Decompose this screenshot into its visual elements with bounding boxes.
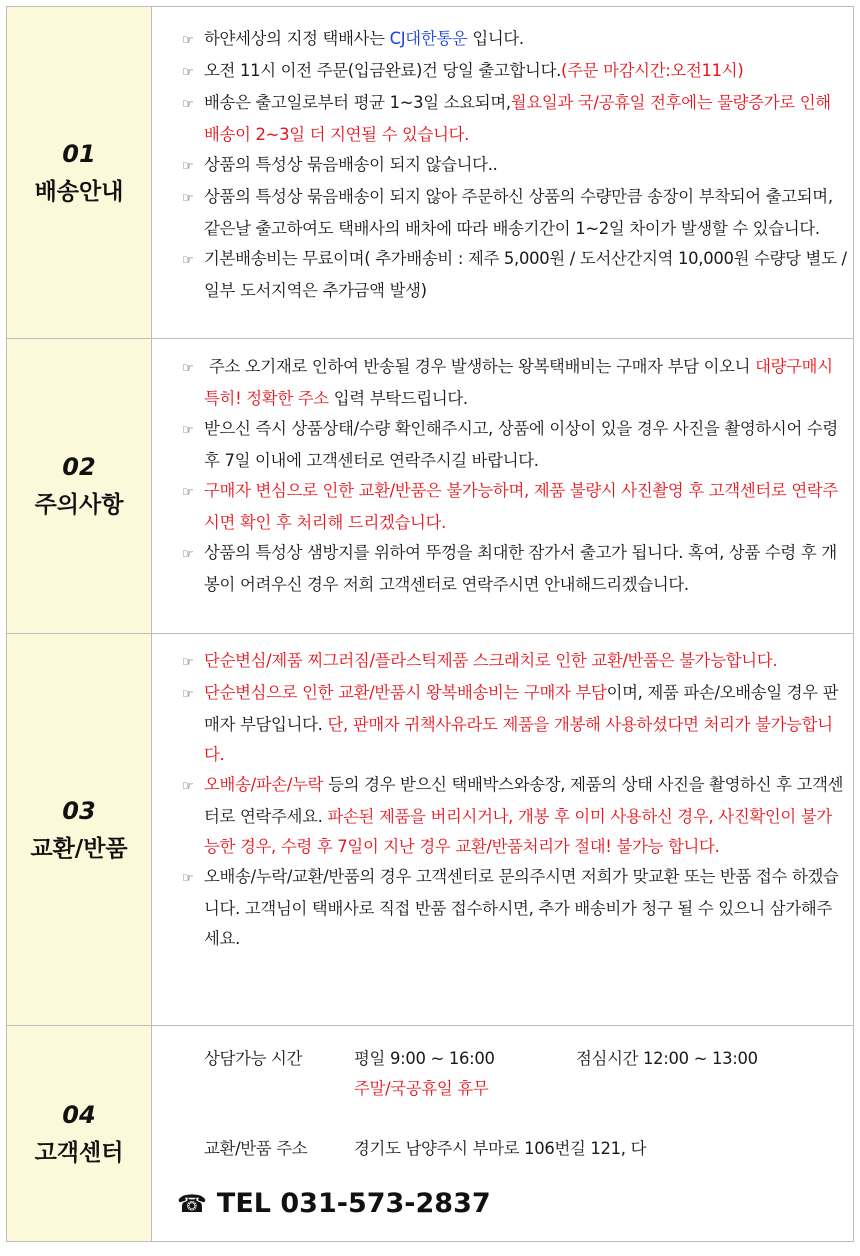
lunch-hours: 점심시간 12:00 ~ 13:00: [576, 1049, 758, 1068]
section-number: 02: [62, 453, 96, 481]
pointing-hand-icon: ☞: [182, 547, 194, 562]
pointing-hand-icon: ☞: [182, 655, 194, 670]
section-header: [7, 1026, 152, 1241]
list-item: ☞ 상품의 특성상 묶음배송이 되지 않습니다..: [182, 150, 847, 182]
section-title: 주의사항: [34, 492, 124, 518]
pointing-hand-icon: ☞: [182, 33, 194, 48]
section-header: [7, 7, 152, 338]
section-number: 03: [62, 796, 96, 825]
section-customer-center: [7, 1026, 853, 1241]
list-item: ☞ 하얀세상의 지정 택배사는 CJ대한통운 입니다.: [182, 24, 847, 56]
pointing-hand-icon: ☞: [182, 253, 194, 268]
list-item: ☞ 기본배송비는 무료이며( 추가배송비 : 제주 5,000원 / 도서산간지역 10,000원 수량당 별도 /일부 도서지역은 추가금액 발생): [182, 244, 847, 306]
telephone-icon: ☎: [177, 1190, 207, 1218]
list-item: ☞ 상품의 특성상 샘방지를 위하여 뚜껑을 최대한 잠가서 출고가 됩니다. 혹여, 상품 수령 후 개봉이 어려우신 경우 저희 고객센터로 연락주시면 안내해드리겠습니다.: [182, 538, 847, 600]
pointing-hand-icon: ☞: [182, 65, 194, 80]
hours-row: [204, 1044, 847, 1074]
phone-text: TEL 031-573-2837: [216, 1188, 491, 1219]
list-item: ☞ 오배송/누락/교환/반품의 경우 고객센터로 문의주시면 저희가 맞교환 또는 반품 접수 하겠습니다. 고객님이 택배사로 직접 반품 접수하시면, 추가 배송비가 청구 될 수 있으니 삼가해주세요.: [182, 862, 847, 954]
address-row: [204, 1134, 847, 1164]
list-item: ☞ 구매자 변심으로 인한 교환/반품은 불가능하며, 제품 불량시 사진촬영 후 고객센터로 연락주시면 확인 후 처리해 드리겠습니다.: [182, 476, 847, 538]
pointing-hand-icon: ☞: [182, 687, 194, 702]
section-precautions: [7, 339, 853, 634]
pointing-hand-icon: ☞: [182, 97, 194, 112]
section-title: 고객센터: [34, 1139, 124, 1166]
list-item: ☞ 오전 11시 이전 주문(입금완료)건 당일 출고합니다.(주문 마감시간:오전11시): [182, 56, 847, 88]
section-header: [7, 634, 152, 1025]
list-item: ☞ 단순변심으로 인한 교환/반품시 왕복배송비는 구매자 부담이며, 제품 파손/오배송일 경우 판매자 부담입니다. 단, 판매자 귀책사유라도 제품을 개봉해 사용하셨다면 처리가 불가능합니다.: [182, 678, 847, 770]
pointing-hand-icon: ☞: [182, 871, 194, 886]
section-content: [204, 1044, 847, 1164]
list-item: ☞ 주소 오기재로 인하여 반송될 경우 발생하는 왕복택배비는 구매자 부담 이오니 대량구매시 특히! 정확한 주소 입력 부탁드립니다.: [182, 352, 847, 414]
pointing-hand-icon: ☞: [182, 191, 194, 206]
weekday-hours: 평일 9:00 ~ 16:00: [354, 1049, 495, 1068]
shipping-info-table: [6, 6, 854, 1242]
list-item: ☞ 단순변심/제품 찌그러짐/플라스틱제품 스크래치로 인한 교환/반품은 불가능합니다.: [182, 646, 847, 678]
return-address: 경기도 남양주시 부마로 106번길 121, 다: [354, 1139, 647, 1158]
pointing-hand-icon: ☞: [182, 779, 194, 794]
section-shipping-guide: [7, 7, 853, 339]
list-item: ☞ 상품의 특성상 묶음배송이 되지 않아 주문하신 상품의 수량만큼 송장이 부착되어 출고되며, 같은날 출고하여도 택배사의 배차에 따라 배송기간이 1~2일 차이가 발생할 수 있습니다.: [182, 182, 847, 244]
hours-label: 상담가능 시간: [204, 1049, 303, 1068]
pointing-hand-icon: ☞: [182, 485, 194, 500]
section-content: [182, 646, 847, 954]
section-number: 04: [62, 1100, 96, 1129]
weekend-closed: 주말/국공휴일 휴무: [354, 1079, 489, 1098]
section-header: [7, 339, 152, 633]
section-content: [182, 352, 847, 600]
section-title: 배송안내: [34, 178, 124, 205]
list-item: ☞ 받으신 즉시 상품상태/수량 확인해주시고, 상품에 이상이 있을 경우 사진을 촬영하시어 수령 후 7일 이내에 고객센터로 연락주시길 바랍니다.: [182, 414, 847, 476]
pointing-hand-icon: ☞: [182, 423, 194, 438]
section-content: [182, 24, 847, 306]
section-title: 교환/반품: [30, 835, 128, 862]
list-item: ☞ 배송은 출고일로부터 평균 1~3일 소요되며,월요일과 국/공휴일 전후에는 물량증가로 인해 배송이 2~3일 더 지연될 수 있습니다.: [182, 88, 847, 150]
pointing-hand-icon: ☞: [182, 159, 194, 174]
section-exchange-return: [7, 634, 853, 1026]
courier-name: CJ대한통운: [389, 29, 468, 48]
section-number: 01: [62, 139, 96, 168]
address-label: 교환/반품 주소: [204, 1139, 308, 1158]
weekend-row: [204, 1074, 847, 1104]
phone-number: [177, 1186, 491, 1222]
list-item: ☞ 오배송/파손/누락 등의 경우 받으신 택배박스와송장, 제품의 상태 사진을 촬영하신 후 고객센터로 연락주세요. 파손된 제품을 버리시거나, 개봉 후 이미 사용하신 경우, 사진확인이 불가능한 경우, 수령 후 7일이 지난 경우 교환/반품처리가 절대! 불가능 합니다.: [182, 770, 847, 862]
pointing-hand-icon: ☞: [182, 361, 194, 376]
